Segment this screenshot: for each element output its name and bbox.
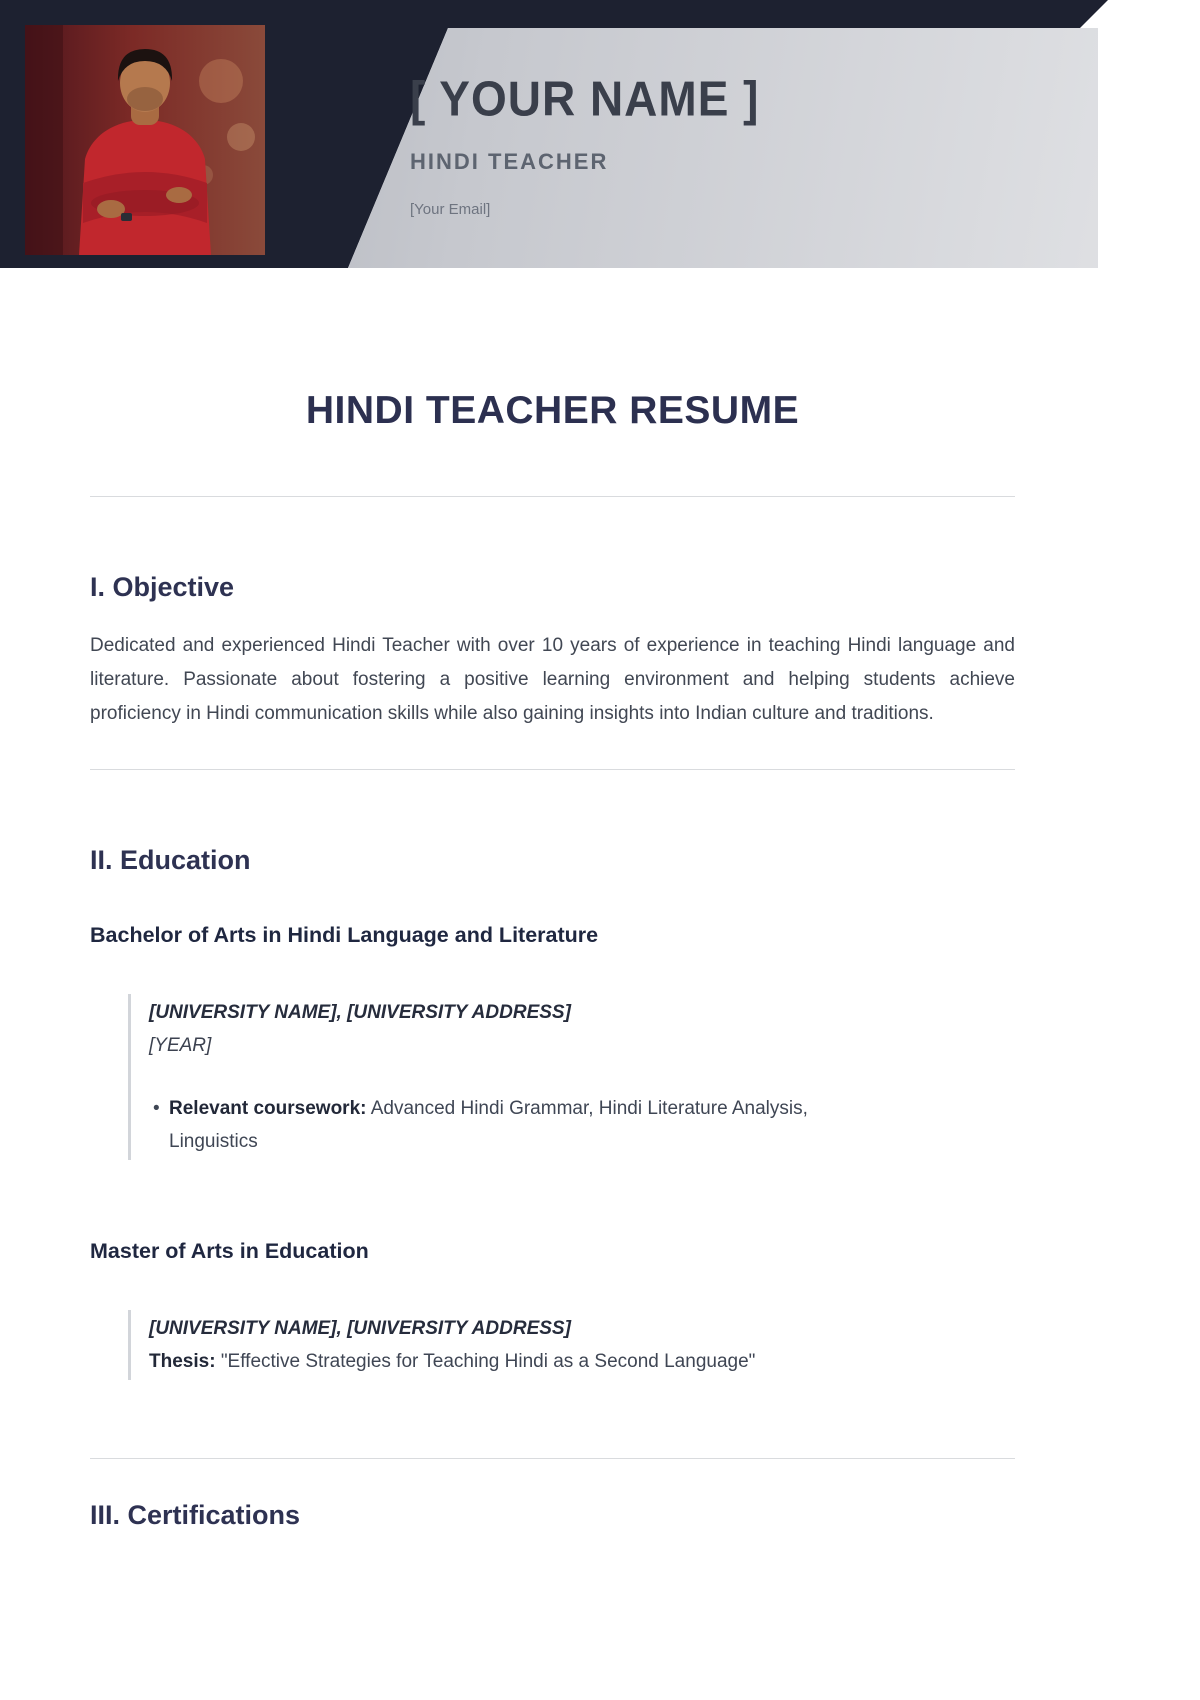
objective-heading: I. Objective bbox=[90, 572, 235, 602]
header bbox=[0, 0, 1200, 268]
thesis-value: "Effective Strategies for Teaching Hindi as a Second Language" bbox=[220, 1351, 756, 1372]
objective-paragraph: Dedicated and experienced Hindi Teacher with over 10 years of experience in teaching Hindi language and literature. Passionate about fostering a positive learning environment and helping students achieve proficiency in Hindi communication skills while also gaining insights into Indian culture and traditions. bbox=[90, 635, 1015, 724]
role-text: HINDI TEACHER bbox=[410, 148, 609, 174]
education-entry-master bbox=[128, 1310, 1015, 1380]
email-text: [Your Email] bbox=[410, 200, 491, 218]
coursework-value: Advanced Hindi Grammar, Hindi Literature Analysis, Linguistics bbox=[169, 1098, 808, 1152]
coursework-bullet bbox=[149, 1092, 1015, 1158]
name-text: [ YOUR NAME ] bbox=[410, 70, 760, 127]
bullet-marker-icon: • bbox=[153, 1098, 160, 1119]
coursework-text-block bbox=[169, 1092, 869, 1158]
resume-title: HINDI TEACHER RESUME bbox=[305, 389, 800, 432]
resume-body bbox=[90, 388, 1015, 1531]
institution-line: [UNIVERSITY NAME], [UNIVERSITY ADDRESS] bbox=[149, 1318, 571, 1339]
divider-2 bbox=[90, 769, 1015, 770]
coursework-label: Relevant coursework: bbox=[169, 1098, 367, 1119]
degree-heading-bachelor: Bachelor of Arts in Hindi Language and Literature bbox=[90, 923, 599, 947]
education-heading: II. Education bbox=[90, 845, 251, 875]
divider-1 bbox=[90, 496, 1015, 497]
profile-photo bbox=[25, 25, 265, 255]
institution-line: [UNIVERSITY NAME], [UNIVERSITY ADDRESS] bbox=[149, 1002, 571, 1023]
year-line: [YEAR] bbox=[149, 1035, 212, 1056]
thesis-line bbox=[149, 1345, 1015, 1378]
certifications-heading: III. Certifications bbox=[90, 1500, 301, 1530]
thesis-label: Thesis: bbox=[149, 1351, 216, 1372]
divider-3 bbox=[90, 1458, 1015, 1459]
degree-heading-master: Master of Arts in Education bbox=[90, 1239, 369, 1263]
header-text-block bbox=[410, 72, 760, 218]
education-entry-bachelor bbox=[128, 994, 1015, 1160]
profile-photo-illustration bbox=[25, 25, 265, 255]
